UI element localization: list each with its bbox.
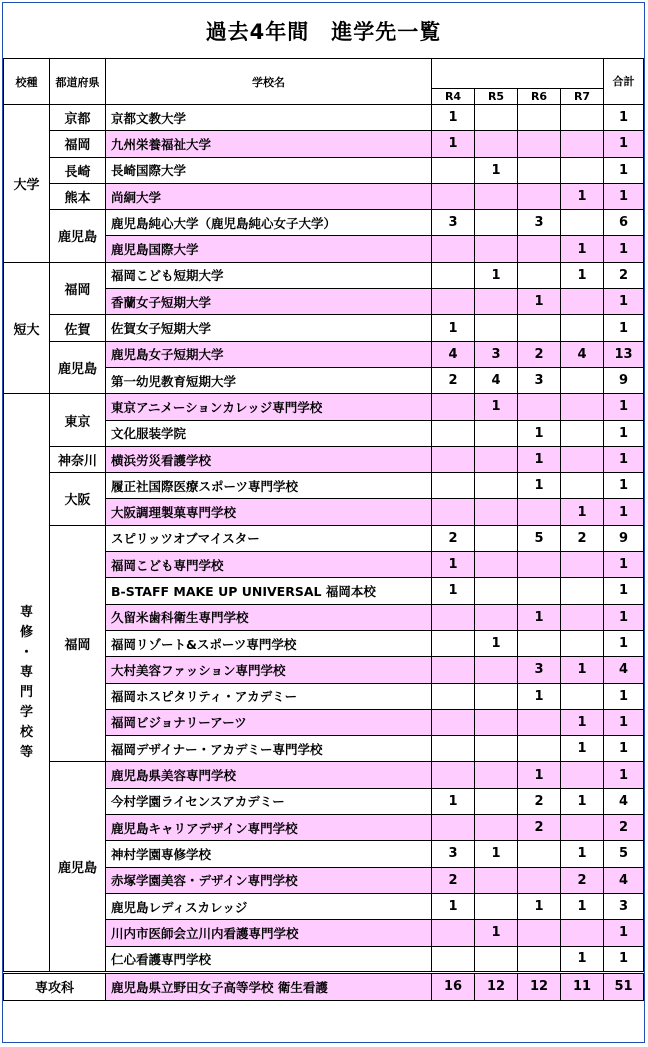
total-count-cell: 13: [604, 341, 644, 367]
year-count-cell: 1: [561, 841, 604, 867]
school-name-cell: 横浜労災看護学校: [106, 446, 432, 472]
footer-school-cell: 鹿児島県立野田女子高等学校 衛生看護: [106, 972, 432, 1000]
year-count-cell: [475, 709, 518, 735]
year-count-cell: [475, 552, 518, 578]
total-count-cell: 1: [604, 630, 644, 656]
year-count-cell: [475, 657, 518, 683]
table-row: [4, 394, 644, 420]
year-count-cell: [561, 604, 604, 630]
total-count-cell: 5: [604, 841, 644, 867]
year-count-cell: [432, 604, 475, 630]
school-name-cell: 佐賀女子短期大学: [106, 315, 432, 341]
year-count-cell: [561, 315, 604, 341]
prefecture-cell: 佐賀: [50, 315, 106, 341]
total-count-cell: 1: [604, 289, 644, 315]
year-count-cell: [432, 946, 475, 972]
year-count-cell: 1: [475, 262, 518, 288]
year-count-cell: [518, 630, 561, 656]
header-total: 合計: [604, 59, 644, 105]
year-count-cell: [518, 105, 561, 131]
header-year: R7: [561, 89, 604, 105]
total-count-cell: 1: [604, 499, 644, 525]
year-count-cell: [561, 210, 604, 236]
table-row: [4, 157, 644, 183]
year-count-cell: [518, 315, 561, 341]
total-count-cell: 1: [604, 709, 644, 735]
year-count-cell: 1: [475, 394, 518, 420]
year-count-cell: 1: [518, 289, 561, 315]
year-count-cell: [432, 815, 475, 841]
school-name-cell: 赤塚学園美容・デザイン専門学校: [106, 867, 432, 893]
year-count-cell: [561, 367, 604, 393]
year-count-cell: [561, 920, 604, 946]
school-name-cell: 福岡こども専門学校: [106, 552, 432, 578]
year-count-cell: 2: [561, 525, 604, 551]
year-count-cell: [518, 157, 561, 183]
year-count-cell: 5: [518, 525, 561, 551]
year-count-cell: [475, 525, 518, 551]
school-table: [3, 58, 644, 1001]
year-count-cell: [475, 788, 518, 814]
year-count-cell: 1: [475, 630, 518, 656]
total-count-cell: 1: [604, 420, 644, 446]
year-count-cell: 1: [561, 657, 604, 683]
table-row: [4, 210, 644, 236]
year-count-cell: [475, 578, 518, 604]
table-row: [4, 473, 644, 499]
year-count-cell: [432, 920, 475, 946]
year-count-cell: [432, 630, 475, 656]
year-count-cell: [561, 552, 604, 578]
year-count-cell: 3: [518, 657, 561, 683]
school-name-cell: 神村学園専修学校: [106, 841, 432, 867]
prefecture-cell: 鹿児島: [50, 341, 106, 394]
prefecture-cell: 長崎: [50, 157, 106, 183]
prefecture-cell: 鹿児島: [50, 210, 106, 263]
total-count-cell: 1: [604, 552, 644, 578]
table-row: [4, 131, 644, 157]
table-row: [4, 183, 644, 209]
total-count-cell: 1: [604, 736, 644, 762]
year-count-cell: [518, 841, 561, 867]
prefecture-cell: 福岡: [50, 525, 106, 762]
year-count-cell: [475, 499, 518, 525]
table-row: [4, 262, 644, 288]
year-count-cell: 1: [432, 578, 475, 604]
year-count-cell: 1: [475, 920, 518, 946]
school-name-cell: 久留米歯科衛生専門学校: [106, 604, 432, 630]
total-count-cell: 1: [604, 315, 644, 341]
total-count-cell: 1: [604, 131, 644, 157]
prefecture-cell: 鹿児島: [50, 762, 106, 972]
header-pref: 都道府県: [50, 59, 106, 105]
school-name-cell: 鹿児島純心大学（鹿児島純心女子大学）: [106, 210, 432, 236]
year-count-cell: [518, 236, 561, 262]
year-count-cell: [518, 736, 561, 762]
year-count-cell: 1: [561, 183, 604, 209]
year-count-cell: [518, 262, 561, 288]
total-count-cell: 1: [604, 473, 644, 499]
year-count-cell: 1: [561, 236, 604, 262]
year-count-cell: [475, 420, 518, 446]
school-name-cell: 福岡ビジョナリーアーツ: [106, 709, 432, 735]
year-count-cell: 1: [518, 446, 561, 472]
school-type-cell: 大学: [4, 105, 50, 263]
school-type-cell: 短大: [4, 262, 50, 393]
year-count-cell: [432, 262, 475, 288]
year-count-cell: 1: [432, 105, 475, 131]
year-count-cell: [475, 736, 518, 762]
year-count-cell: [475, 893, 518, 919]
total-count-cell: 1: [604, 394, 644, 420]
school-name-cell: 鹿児島女子短期大学: [106, 341, 432, 367]
school-name-cell: 鹿児島国際大学: [106, 236, 432, 262]
year-count-cell: [432, 236, 475, 262]
school-name-cell: 東京アニメーションカレッジ専門学校: [106, 394, 432, 420]
prefecture-cell: 神奈川: [50, 446, 106, 472]
school-name-cell: 福岡デザイナー・アカデミー専門学校: [106, 736, 432, 762]
year-count-cell: [518, 578, 561, 604]
year-count-cell: [561, 630, 604, 656]
school-type-cell: [4, 394, 50, 973]
year-count-cell: 4: [561, 341, 604, 367]
school-name-cell: 九州栄養福祉大学: [106, 131, 432, 157]
year-count-cell: [475, 315, 518, 341]
year-count-cell: [475, 762, 518, 788]
total-count-cell: 1: [604, 920, 644, 946]
year-count-cell: [432, 473, 475, 499]
year-count-cell: [432, 420, 475, 446]
school-name-cell: 鹿児島レディスカレッジ: [106, 893, 432, 919]
year-count-cell: [518, 946, 561, 972]
year-count-cell: [432, 499, 475, 525]
year-count-cell: 3: [518, 367, 561, 393]
table-row: [4, 762, 644, 788]
header-year: R5: [475, 89, 518, 105]
vertical-label: 専 修 ・ 専 門 学 校 等: [19, 604, 33, 760]
school-name-cell: 鹿児島県美容専門学校: [106, 762, 432, 788]
year-count-cell: 2: [432, 525, 475, 551]
school-name-cell: 福岡こども短期大学: [106, 262, 432, 288]
year-count-cell: 1: [432, 315, 475, 341]
school-name-cell: 仁心看護専門学校: [106, 946, 432, 972]
year-count-cell: 3: [432, 210, 475, 236]
school-name-cell: 福岡リゾート&スポーツ専門学校: [106, 630, 432, 656]
year-count-cell: [432, 446, 475, 472]
header-school: 学校名: [106, 59, 432, 105]
year-count-cell: 3: [475, 341, 518, 367]
year-count-cell: 4: [432, 341, 475, 367]
year-count-cell: [475, 105, 518, 131]
year-count-cell: 2: [518, 788, 561, 814]
year-count-cell: [561, 762, 604, 788]
year-count-cell: [475, 289, 518, 315]
total-count-cell: 1: [604, 762, 644, 788]
year-count-cell: [432, 709, 475, 735]
footer-year-cell: 16: [432, 972, 475, 1000]
total-count-cell: 4: [604, 867, 644, 893]
year-count-cell: 1: [518, 683, 561, 709]
year-count-cell: [432, 394, 475, 420]
year-count-cell: [475, 604, 518, 630]
header-type: 校種: [4, 59, 50, 105]
total-count-cell: 1: [604, 157, 644, 183]
prefecture-cell: 京都: [50, 105, 106, 131]
footer-year-cell: 11: [561, 972, 604, 1000]
total-count-cell: 1: [604, 236, 644, 262]
prefecture-cell: 大阪: [50, 473, 106, 526]
year-count-cell: [475, 183, 518, 209]
table-row: [4, 446, 644, 472]
year-count-cell: 1: [475, 157, 518, 183]
year-count-cell: [561, 131, 604, 157]
year-count-cell: 1: [432, 893, 475, 919]
total-count-cell: 9: [604, 525, 644, 551]
year-count-cell: [561, 394, 604, 420]
total-count-cell: 1: [604, 683, 644, 709]
year-count-cell: [432, 736, 475, 762]
footer-year-cell: 12: [518, 972, 561, 1000]
year-count-cell: 1: [518, 604, 561, 630]
year-count-cell: [432, 683, 475, 709]
year-count-cell: [432, 289, 475, 315]
year-count-cell: [518, 552, 561, 578]
year-count-cell: [475, 473, 518, 499]
footer-row: [4, 972, 644, 1000]
year-count-cell: 1: [518, 893, 561, 919]
header-years-spacer: [432, 59, 604, 89]
year-count-cell: 1: [561, 262, 604, 288]
table-row: [4, 315, 644, 341]
year-count-cell: 1: [518, 473, 561, 499]
year-count-cell: [561, 420, 604, 446]
year-count-cell: [475, 210, 518, 236]
year-count-cell: 2: [561, 867, 604, 893]
year-count-cell: [561, 815, 604, 841]
year-count-cell: [518, 499, 561, 525]
table-row: [4, 105, 644, 131]
year-count-cell: 1: [432, 552, 475, 578]
year-count-cell: 2: [432, 867, 475, 893]
total-count-cell: 1: [604, 183, 644, 209]
total-count-cell: 4: [604, 788, 644, 814]
total-count-cell: 3: [604, 893, 644, 919]
school-name-cell: 大村美容ファッション専門学校: [106, 657, 432, 683]
footer-year-cell: 12: [475, 972, 518, 1000]
school-name-cell: 大阪調理製菓専門学校: [106, 499, 432, 525]
year-count-cell: 3: [518, 210, 561, 236]
year-count-cell: [432, 183, 475, 209]
year-count-cell: [518, 183, 561, 209]
year-count-cell: 1: [518, 762, 561, 788]
total-count-cell: 1: [604, 604, 644, 630]
year-count-cell: 1: [561, 736, 604, 762]
year-count-cell: 2: [432, 367, 475, 393]
year-count-cell: 1: [561, 709, 604, 735]
total-count-cell: 1: [604, 446, 644, 472]
year-count-cell: [475, 946, 518, 972]
school-name-cell: 鹿児島キャリアデザイン専門学校: [106, 815, 432, 841]
year-count-cell: 2: [518, 341, 561, 367]
year-count-cell: [432, 157, 475, 183]
year-count-cell: 1: [518, 420, 561, 446]
prefecture-cell: 熊本: [50, 183, 106, 209]
footer-type-cell: 専攻科: [4, 972, 106, 1000]
table-row: [4, 525, 644, 551]
header-year: R4: [432, 89, 475, 105]
total-count-cell: 1: [604, 105, 644, 131]
year-count-cell: 1: [432, 788, 475, 814]
year-count-cell: [475, 236, 518, 262]
year-count-cell: 1: [561, 499, 604, 525]
year-count-cell: 1: [475, 841, 518, 867]
year-count-cell: [561, 446, 604, 472]
year-count-cell: [561, 473, 604, 499]
school-name-cell: 福岡ホスピタリティ・アカデミー: [106, 683, 432, 709]
year-count-cell: [518, 867, 561, 893]
total-count-cell: 4: [604, 657, 644, 683]
year-count-cell: 1: [561, 788, 604, 814]
year-count-cell: [518, 394, 561, 420]
total-count-cell: 2: [604, 262, 644, 288]
school-name-cell: スピリッツオブマイスター: [106, 525, 432, 551]
year-count-cell: [518, 709, 561, 735]
year-count-cell: [475, 815, 518, 841]
year-count-cell: [432, 762, 475, 788]
header-year: R6: [518, 89, 561, 105]
school-name-cell: 履正社国際医療スポーツ専門学校: [106, 473, 432, 499]
school-name-cell: 第一幼児教育短期大学: [106, 367, 432, 393]
total-count-cell: 9: [604, 367, 644, 393]
year-count-cell: 2: [518, 815, 561, 841]
year-count-cell: [561, 578, 604, 604]
year-count-cell: [518, 131, 561, 157]
table-body: [4, 105, 644, 1001]
school-name-cell: 今村学園ライセンスアカデミー: [106, 788, 432, 814]
year-count-cell: [475, 446, 518, 472]
year-count-cell: 1: [561, 893, 604, 919]
school-name-cell: 京都文教大学: [106, 105, 432, 131]
year-count-cell: [475, 683, 518, 709]
total-count-cell: 6: [604, 210, 644, 236]
school-name-cell: B-STAFF MAKE UP UNIVERSAL 福岡本校: [106, 578, 432, 604]
school-name-cell: 長崎国際大学: [106, 157, 432, 183]
page-title: 過去4年間 進学先一覧: [205, 19, 442, 44]
year-count-cell: 3: [432, 841, 475, 867]
school-name-cell: 尚絅大学: [106, 183, 432, 209]
year-count-cell: 4: [475, 367, 518, 393]
year-count-cell: 1: [561, 946, 604, 972]
prefecture-cell: 福岡: [50, 262, 106, 315]
prefecture-cell: 福岡: [50, 131, 106, 157]
year-count-cell: 1: [432, 131, 475, 157]
total-count-cell: 1: [604, 946, 644, 972]
year-count-cell: [518, 920, 561, 946]
school-name-cell: 川内市医師会立川内看護専門学校: [106, 920, 432, 946]
total-count-cell: 2: [604, 815, 644, 841]
year-count-cell: [561, 289, 604, 315]
year-count-cell: [561, 105, 604, 131]
prefecture-cell: 東京: [50, 394, 106, 447]
year-count-cell: [475, 867, 518, 893]
table-row: [4, 341, 644, 367]
total-count-cell: 1: [604, 578, 644, 604]
school-name-cell: 文化服装学院: [106, 420, 432, 446]
year-count-cell: [561, 683, 604, 709]
footer-total-cell: 51: [604, 972, 644, 1000]
year-count-cell: [432, 657, 475, 683]
sheet: [2, 2, 645, 1043]
school-name-cell: 香蘭女子短期大学: [106, 289, 432, 315]
year-count-cell: [561, 157, 604, 183]
year-count-cell: [475, 131, 518, 157]
